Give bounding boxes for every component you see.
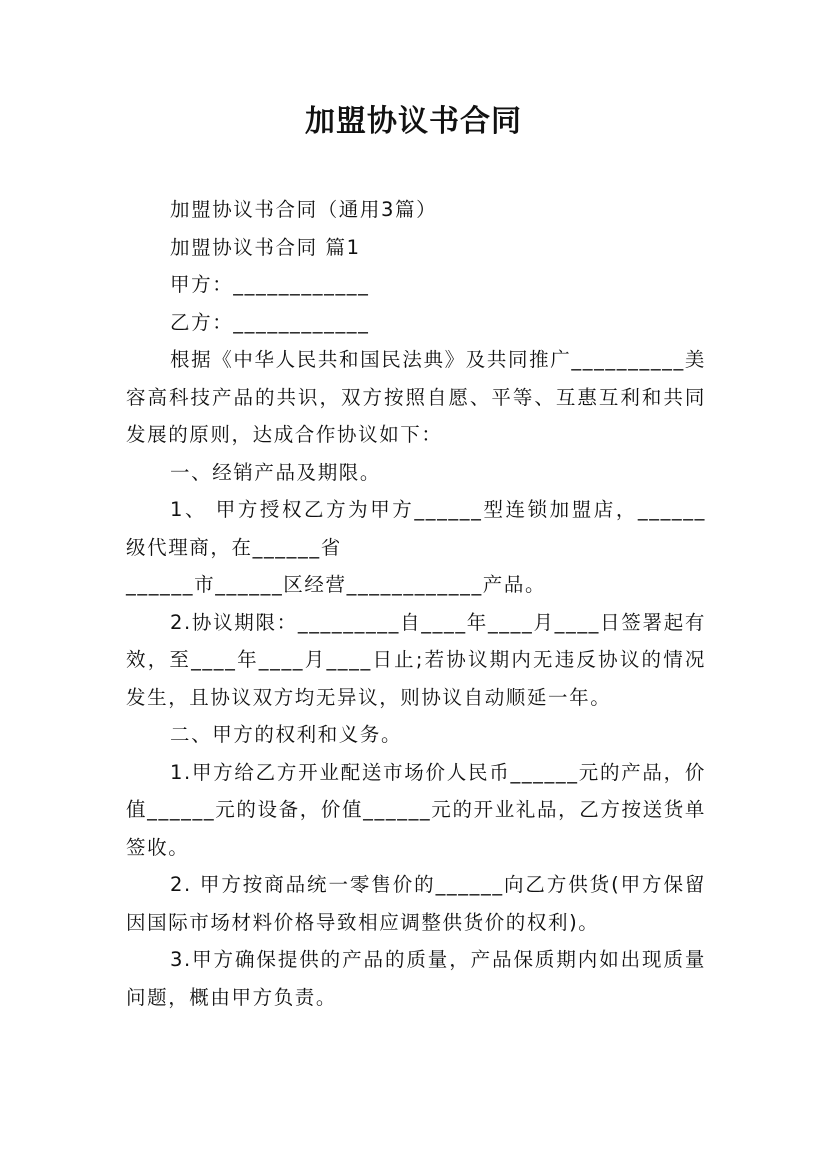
document-paragraph: 加盟协议书合同（通用3篇）: [170, 198, 438, 221]
document-paragraph: 根据《中华人民共和国民法典》及共同推广__________美容高科技产品的共识，双方按照自愿、平等、互惠互利和共同发展的原则，达成合作协议如下：: [126, 348, 706, 446]
document-paragraph: 2.协议期限：_________自____年____月____日签署起有效，至____年____月____日止;若协议期内无违反协议的情况发生，且协议双方均无异议，则协议自动顺延一年。: [126, 610, 706, 709]
document-title: 加盟协议书合同: [305, 104, 522, 139]
document-paragraph: 一、经销产品及期限。: [170, 460, 382, 484]
document-paragraph: 加盟协议书合同 篇1: [170, 235, 361, 259]
document-paragraph: 甲方：____________: [170, 273, 370, 296]
document-paragraph: 1、 甲方授权乙方为甲方______型连锁加盟店，______级代理商，在______省: [126, 498, 706, 559]
document-paragraph: 二、甲方的权利和义务。: [170, 723, 403, 746]
document-paragraph: 乙方：____________: [170, 310, 370, 334]
document-body: [126, 191, 706, 1016]
document-paragraph: 1.甲方给乙方开业配送市场价人民币______元的产品，价值______元的设备，价值______元的开业礼品，乙方按送货单签收。: [126, 760, 706, 859]
document-paragraph: 3.甲方确保提供的产品的质量，产品保质期内如出现质量问题，概由甲方负责。: [126, 948, 706, 1009]
document-paragraph: 2. 甲方按商品统一零售价的______向乙方供货(甲方保留因国际市场材料价格导致相应调整供货价的权利)。: [126, 873, 706, 934]
document-paragraph: ______市______区经营____________产品。: [126, 573, 547, 596]
